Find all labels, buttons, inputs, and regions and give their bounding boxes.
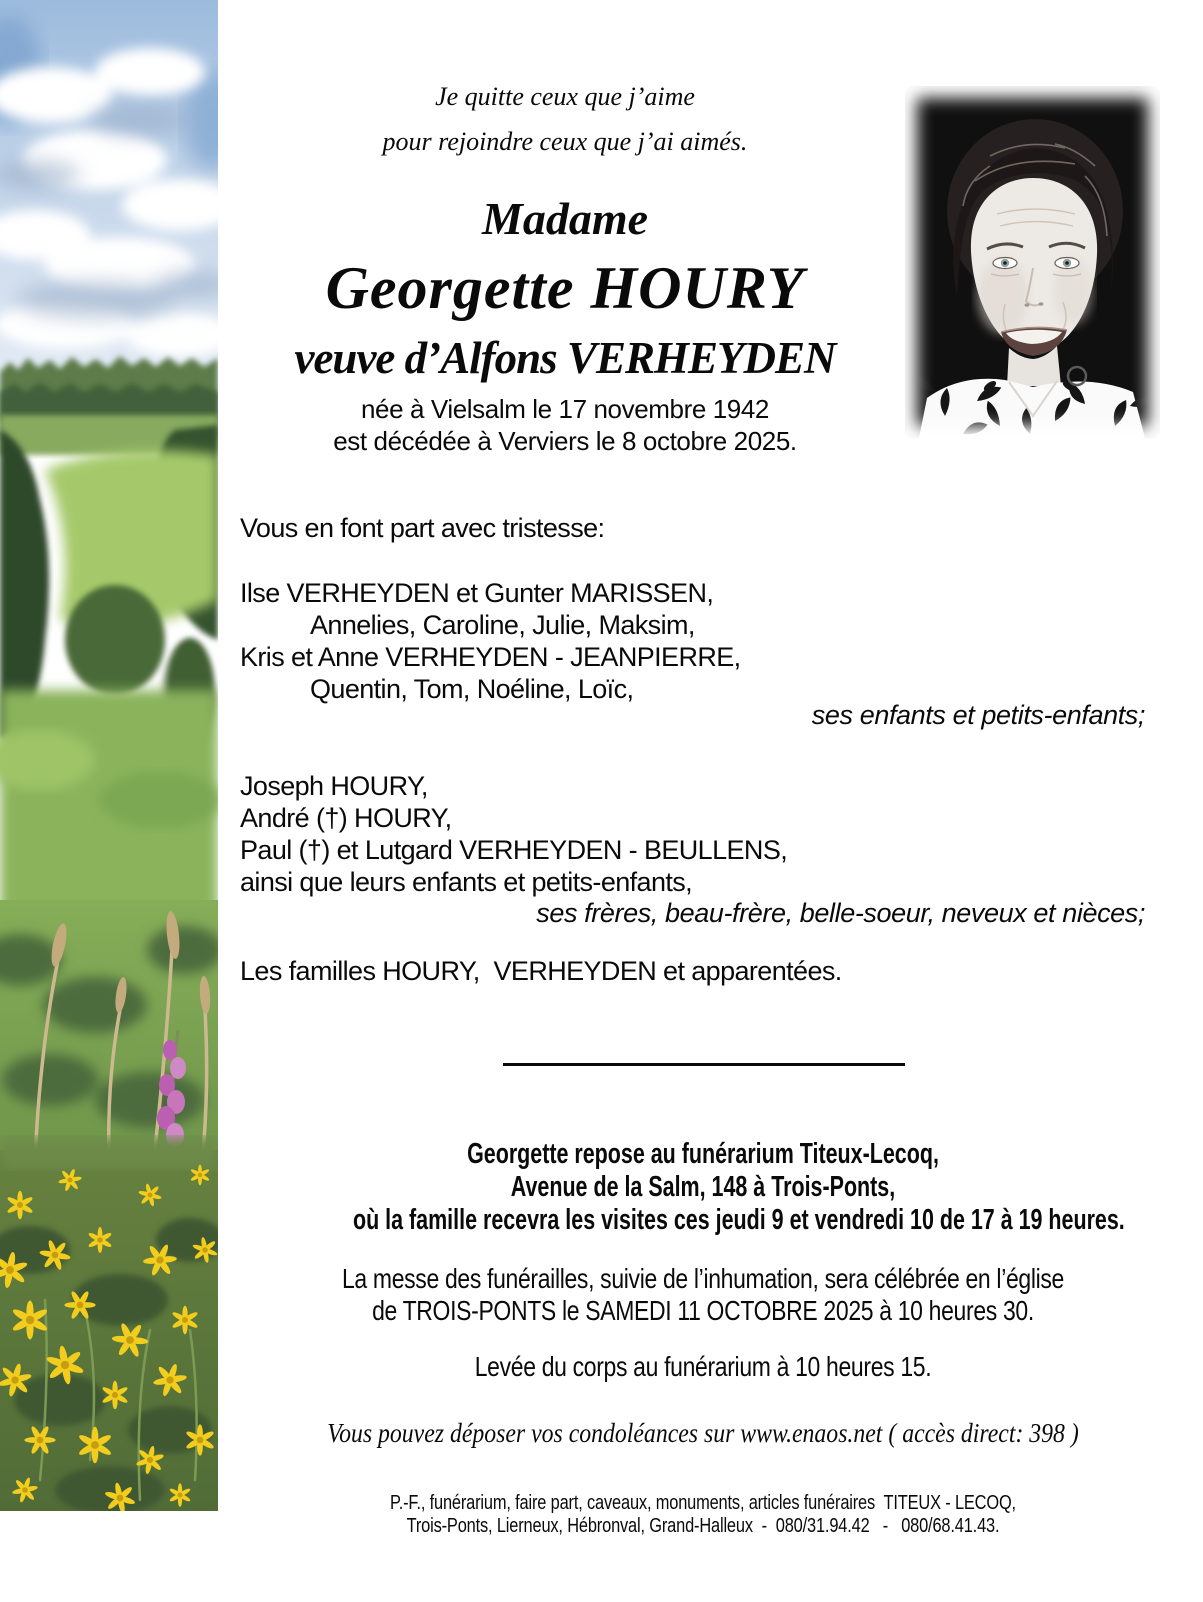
siblings-relation: ses frères, beau-frère, belle-soeur, neveux et nièces; bbox=[536, 898, 1145, 928]
birth-line: née à Vielsalm le 17 novembre 1942 bbox=[361, 394, 769, 424]
repose-line-3: où la famille recevra les visites ces jeudi 9 et vendredi 10 de 17 à 19 heures. bbox=[352, 1204, 1125, 1236]
funeral-home-footer-line-2: Trois-Ponts, Lierneux, Hébronval, Grand-Halleux - 080/31.94.42 - 080/68.41.43. bbox=[406, 1515, 1000, 1537]
siblings-line: Paul (†) et Lutgard VERHEYDEN - BEULLENS, bbox=[240, 835, 788, 865]
funeral-home-footer-line-1: P.-F., funérarium, faire part, caveaux, monuments, articles funéraires TITEUX - LECOQ, bbox=[390, 1492, 1016, 1514]
quote-line-1: Je quitte ceux que j’aime bbox=[435, 82, 695, 111]
quote-line-2: pour rejoindre ceux que j’ai aimés. bbox=[382, 127, 748, 156]
children-line: Kris et Anne VERHEYDEN - JEANPIERRE, bbox=[240, 642, 741, 672]
portrait-illustration bbox=[905, 86, 1160, 438]
deceased-name: Georgette HOURY bbox=[325, 255, 805, 321]
repose-line-1: Georgette repose au funérarium Titeux-Lecoq, bbox=[467, 1138, 939, 1170]
separator-line bbox=[503, 1063, 905, 1066]
portrait-photo bbox=[905, 86, 1160, 438]
condolences-line: Vous pouvez déposer vos condoléances sur www.enaos.net ( accès direct: 398 ) bbox=[327, 1418, 1079, 1448]
deceased-title: Madame bbox=[481, 193, 649, 244]
repose-line-2: Avenue de la Salm, 148 à Trois-Ponts, bbox=[510, 1171, 896, 1203]
mass-line-2: de TROIS-PONTS le SAMEDI 11 OCTOBRE 2025 à 10 heures 30. bbox=[372, 1295, 1034, 1326]
announcement-intro: Vous en font part avec tristesse: bbox=[240, 513, 605, 543]
children-line: Quentin, Tom, Noéline, Loïc, bbox=[310, 674, 634, 704]
siblings-line: André (†) HOURY, bbox=[240, 803, 452, 833]
levee-line: Levée du corps au funérarium à 10 heures 15. bbox=[474, 1351, 932, 1382]
families-line: Les familles HOURY, VERHEYDEN et apparentées. bbox=[240, 956, 842, 986]
death-line: est décédée à Verviers le 8 octobre 2025. bbox=[333, 426, 797, 456]
nature-photo-illustration bbox=[0, 0, 218, 1511]
children-line: Ilse VERHEYDEN et Gunter MARISSEN, bbox=[240, 578, 714, 608]
siblings-line: Joseph HOURY, bbox=[240, 771, 428, 801]
children-line: Annelies, Caroline, Julie, Maksim, bbox=[310, 610, 695, 640]
nature-photo-strip bbox=[0, 0, 218, 1511]
children-relation: ses enfants et petits-enfants; bbox=[811, 700, 1145, 730]
mass-line-1: La messe des funérailles, suivie de l’inhumation, sera célébrée en l’église bbox=[341, 1263, 1065, 1294]
deceased-widow-line: veuve d’Alfons VERHEYDEN bbox=[294, 333, 836, 383]
siblings-line: ainsi que leurs enfants et petits-enfants, bbox=[240, 867, 693, 897]
